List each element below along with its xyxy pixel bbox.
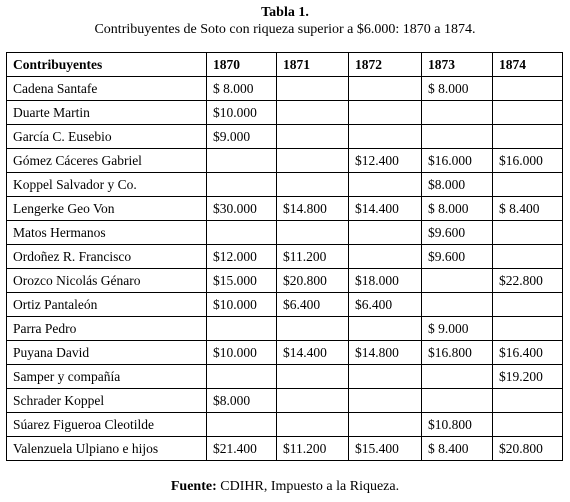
- table-row: [7, 317, 563, 341]
- amount-cell: [422, 293, 493, 317]
- contribuyente-name-cell: Súarez Figueroa Cleotilde: [7, 413, 207, 437]
- amount-cell: [207, 149, 277, 173]
- amount-cell: [207, 413, 277, 437]
- amount-cell: $19.200: [493, 365, 563, 389]
- amount-cell: $20.800: [493, 437, 563, 461]
- amount-cell: $9.600: [422, 245, 493, 269]
- amount-cell: $16.000: [422, 149, 493, 173]
- amount-cell: $30.000: [207, 197, 277, 221]
- amount-cell: [277, 77, 349, 101]
- amount-cell: $21.400: [207, 437, 277, 461]
- table-row: [7, 293, 563, 317]
- amount-cell: $15.000: [207, 269, 277, 293]
- column-header-year: 1871: [277, 53, 349, 77]
- amount-cell: [349, 389, 422, 413]
- table-caption: [0, 4, 570, 38]
- amount-cell: $9.000: [207, 125, 277, 149]
- contribuyente-name-cell: García C. Eusebio: [7, 125, 207, 149]
- amount-cell: $6.400: [277, 293, 349, 317]
- amount-cell: [349, 125, 422, 149]
- amount-cell: $18.000: [349, 269, 422, 293]
- contribuyentes-table: [6, 52, 563, 461]
- amount-cell: $14.800: [349, 341, 422, 365]
- amount-cell: [493, 221, 563, 245]
- amount-cell: [277, 101, 349, 125]
- amount-cell: $16.000: [493, 149, 563, 173]
- amount-cell: $12.400: [349, 149, 422, 173]
- contribuyente-name-cell: Koppel Salvador y Co.: [7, 173, 207, 197]
- column-header-year: 1870: [207, 53, 277, 77]
- amount-cell: $10.800: [422, 413, 493, 437]
- amount-cell: [277, 173, 349, 197]
- contribuyente-name-cell: Samper y compañía: [7, 365, 207, 389]
- amount-cell: [277, 317, 349, 341]
- table-header: [7, 53, 563, 77]
- amount-cell: [349, 365, 422, 389]
- amount-cell: [493, 389, 563, 413]
- amount-cell: [277, 389, 349, 413]
- table-row: [7, 269, 563, 293]
- amount-cell: $11.200: [277, 437, 349, 461]
- contribuyente-name-cell: Cadena Santafe: [7, 77, 207, 101]
- amount-cell: $12.000: [207, 245, 277, 269]
- amount-cell: [493, 173, 563, 197]
- table-row: [7, 365, 563, 389]
- amount-cell: [349, 413, 422, 437]
- amount-cell: $14.400: [277, 341, 349, 365]
- source-text: CDIHR, Impuesto a la Riqueza.: [216, 479, 400, 494]
- amount-cell: $16.400: [493, 341, 563, 365]
- table-row: [7, 101, 563, 125]
- amount-cell: [277, 413, 349, 437]
- amount-cell: $10.000: [207, 101, 277, 125]
- column-header-contribuyentes: Contribuyentes: [7, 53, 207, 77]
- contribuyente-name-cell: Matos Hermanos: [7, 221, 207, 245]
- contribuyente-name-cell: Puyana David: [7, 341, 207, 365]
- table-row: [7, 437, 563, 461]
- table-row: [7, 389, 563, 413]
- amount-cell: [493, 245, 563, 269]
- amount-cell: [349, 77, 422, 101]
- amount-cell: [493, 413, 563, 437]
- contribuyente-name-cell: Gómez Cáceres Gabriel: [7, 149, 207, 173]
- amount-cell: $6.400: [349, 293, 422, 317]
- amount-cell: [493, 125, 563, 149]
- amount-cell: [207, 173, 277, 197]
- amount-cell: [277, 149, 349, 173]
- contribuyente-name-cell: Parra Pedro: [7, 317, 207, 341]
- amount-cell: $ 8.400: [422, 437, 493, 461]
- table-body: [7, 77, 563, 461]
- column-header-year: 1872: [349, 53, 422, 77]
- amount-cell: [349, 173, 422, 197]
- source-label: Fuente:: [170, 479, 217, 494]
- amount-cell: [277, 365, 349, 389]
- amount-cell: $8.000: [207, 389, 277, 413]
- amount-cell: [277, 125, 349, 149]
- amount-cell: $14.400: [349, 197, 422, 221]
- amount-cell: $20.800: [277, 269, 349, 293]
- column-header-year: 1873: [422, 53, 493, 77]
- contribuyente-name-cell: Valenzuela Ulpiano e hijos: [7, 437, 207, 461]
- table-row: [7, 77, 563, 101]
- header-row: [7, 53, 563, 77]
- table-source: [0, 478, 570, 495]
- amount-cell: [493, 293, 563, 317]
- amount-cell: [422, 125, 493, 149]
- amount-cell: [493, 101, 563, 125]
- contribuyente-name-cell: Ordoñez R. Francisco: [7, 245, 207, 269]
- table-row: [7, 125, 563, 149]
- table-row: [7, 413, 563, 437]
- amount-cell: [493, 77, 563, 101]
- table-row: [7, 245, 563, 269]
- amount-cell: $16.800: [422, 341, 493, 365]
- amount-cell: $ 8.000: [422, 197, 493, 221]
- table-subtitle: Contribuyentes de Soto con riqueza superior a $6.000: 1870 a 1874.: [94, 22, 476, 37]
- amount-cell: $15.400: [349, 437, 422, 461]
- amount-cell: [207, 317, 277, 341]
- amount-cell: $9.600: [422, 221, 493, 245]
- amount-cell: $11.200: [277, 245, 349, 269]
- table-row: [7, 197, 563, 221]
- contribuyente-name-cell: Ortiz Pantaleón: [7, 293, 207, 317]
- amount-cell: [422, 389, 493, 413]
- amount-cell: $22.800: [493, 269, 563, 293]
- amount-cell: $14.800: [277, 197, 349, 221]
- table-row: [7, 221, 563, 245]
- amount-cell: [349, 101, 422, 125]
- contribuyente-name-cell: Lengerke Geo Von: [7, 197, 207, 221]
- amount-cell: [277, 221, 349, 245]
- amount-cell: $ 8.400: [493, 197, 563, 221]
- table-row: [7, 173, 563, 197]
- amount-cell: [493, 317, 563, 341]
- table-title: Tabla 1.: [261, 5, 309, 20]
- amount-cell: $8.000: [422, 173, 493, 197]
- amount-cell: $10.000: [207, 293, 277, 317]
- amount-cell: [422, 101, 493, 125]
- contribuyente-name-cell: Duarte Martin: [7, 101, 207, 125]
- amount-cell: [422, 365, 493, 389]
- table-row: [7, 149, 563, 173]
- amount-cell: [207, 365, 277, 389]
- amount-cell: [422, 269, 493, 293]
- amount-cell: [349, 245, 422, 269]
- contribuyente-name-cell: Orozco Nicolás Génaro: [7, 269, 207, 293]
- contribuyente-name-cell: Schrader Koppel: [7, 389, 207, 413]
- table-row: [7, 341, 563, 365]
- amount-cell: $ 9.000: [422, 317, 493, 341]
- amount-cell: [349, 317, 422, 341]
- amount-cell: [349, 221, 422, 245]
- column-header-year: 1874: [493, 53, 563, 77]
- amount-cell: [207, 221, 277, 245]
- amount-cell: $ 8.000: [207, 77, 277, 101]
- amount-cell: $ 8.000: [422, 77, 493, 101]
- amount-cell: $10.000: [207, 341, 277, 365]
